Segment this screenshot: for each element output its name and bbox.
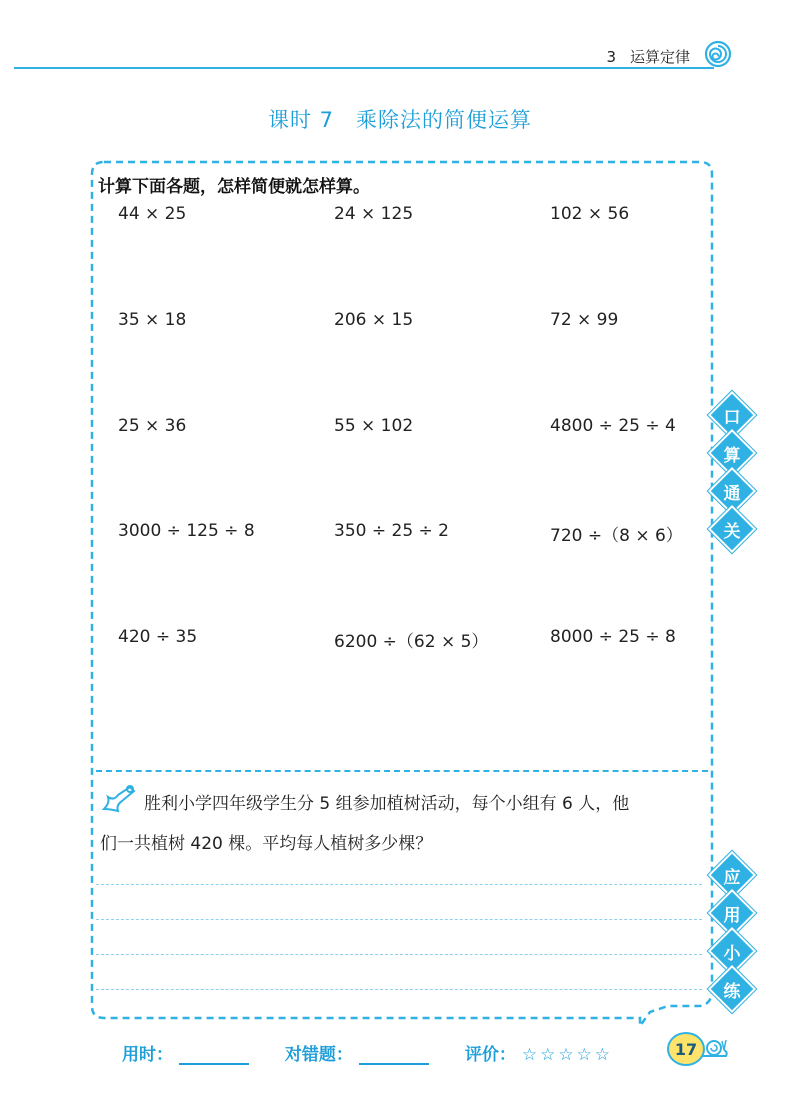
chapter-number: 3 <box>606 48 616 66</box>
instruction: 计算下面各题，怎样简便就怎样算。 <box>98 177 370 197</box>
word-problem-line1: 胜利小学四年级学生分 5 组参加植树活动，每个小组有 6 人，他 <box>144 794 630 814</box>
side-tab-apply <box>715 858 749 1010</box>
side-tab-oral <box>715 398 749 550</box>
problem-2-1: 35 × 18 <box>118 310 187 330</box>
header-rule <box>14 67 714 69</box>
chapter-title: 运算定律 <box>629 48 690 66</box>
problem-5-3: 8000 ÷ 25 ÷ 8 <box>550 627 676 647</box>
side-tab-char: 算 <box>708 429 756 477</box>
lesson-number: 课时 7 <box>267 108 335 132</box>
footer <box>122 1040 613 1065</box>
section-divider <box>96 770 708 772</box>
correct-blank[interactable] <box>359 1063 429 1065</box>
rating-stars[interactable]: ☆☆☆☆☆ <box>521 1045 614 1065</box>
answer-line[interactable] <box>96 954 702 955</box>
time-blank[interactable] <box>179 1063 249 1065</box>
problem-5-2: 6200 ÷（62 × 5） <box>334 632 489 652</box>
chapter-header <box>606 46 690 67</box>
side-tab-char: 口 <box>708 391 756 439</box>
lesson-name: 乘除法的简便运算 <box>356 108 533 132</box>
problem-4-3: 720 ÷（8 × 6） <box>550 526 683 546</box>
time-label: 用时： <box>122 1045 173 1065</box>
lesson-title <box>0 104 800 134</box>
problem-3-3: 4800 ÷ 25 ÷ 4 <box>550 416 676 436</box>
problem-1-3: 102 × 56 <box>550 204 630 224</box>
problem-1-1: 44 × 25 <box>118 204 187 224</box>
correct-label: 对错题： <box>284 1045 353 1065</box>
side-tab-char: 关 <box>708 505 756 553</box>
problem-1-2: 24 × 125 <box>334 204 414 224</box>
problem-2-3: 72 × 99 <box>550 310 619 330</box>
side-tab-char: 练 <box>708 965 756 1013</box>
word-problem-line2: 们一共植树 420 棵。平均每人植树多少棵？ <box>100 834 433 854</box>
page-number: 17 <box>667 1032 705 1066</box>
answer-line[interactable] <box>96 919 702 920</box>
answer-line[interactable] <box>96 989 702 990</box>
snail-icon <box>700 1030 730 1060</box>
side-tab-char: 通 <box>708 467 756 515</box>
side-tab-char: 应 <box>708 851 756 899</box>
problem-5-1: 420 ÷ 35 <box>118 627 198 647</box>
problem-4-1: 3000 ÷ 125 ÷ 8 <box>118 521 255 541</box>
side-tab-char: 用 <box>708 889 756 937</box>
problem-4-2: 350 ÷ 25 ÷ 2 <box>334 521 449 541</box>
problem-3-1: 25 × 36 <box>118 416 187 436</box>
spiral-icon <box>704 40 732 68</box>
answer-line[interactable] <box>96 884 702 885</box>
rating-label: 评价： <box>464 1045 516 1065</box>
word-problem <box>100 784 702 864</box>
side-tab-char: 小 <box>708 927 756 975</box>
problem-2-2: 206 × 15 <box>334 310 414 330</box>
problem-3-2: 55 × 102 <box>334 416 414 436</box>
